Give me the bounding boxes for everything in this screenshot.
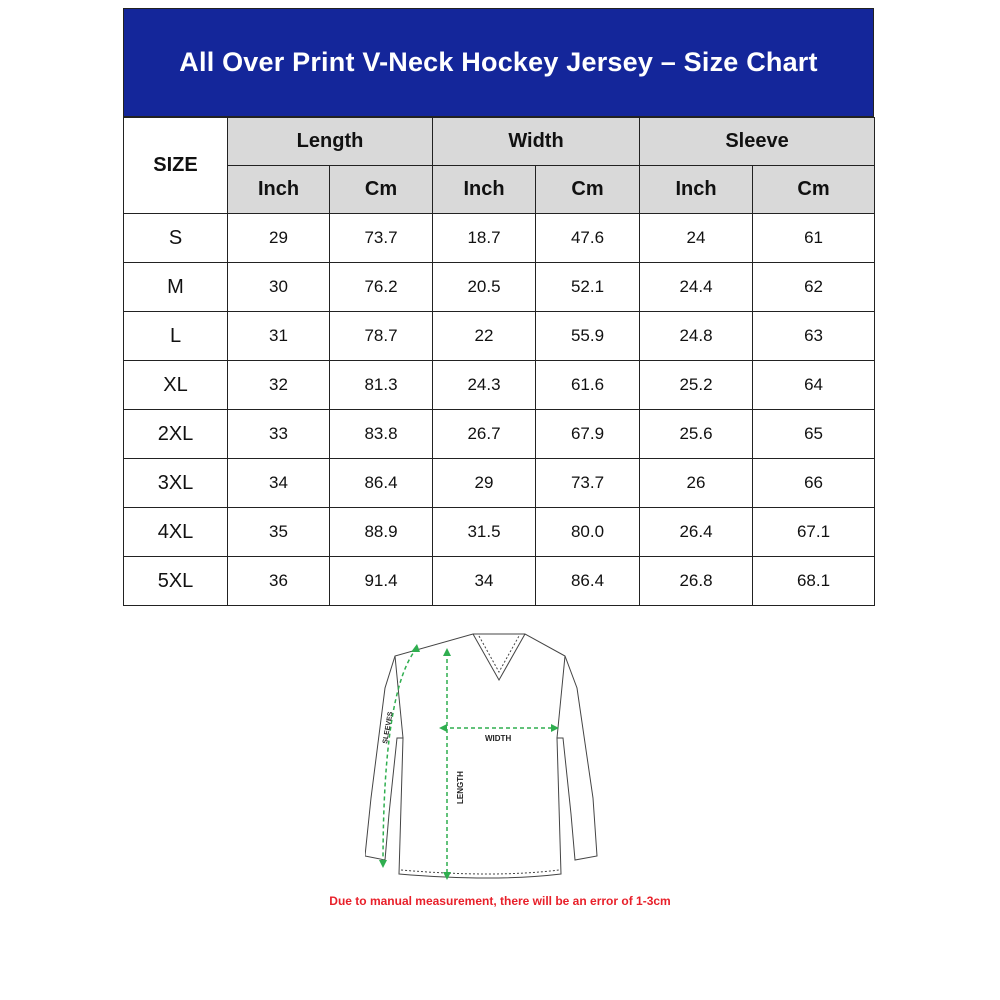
size-cell: M <box>124 263 228 312</box>
jersey-measurement-diagram <box>365 628 615 888</box>
measurement-cell: 26.4 <box>640 508 753 557</box>
measurement-cell: 32 <box>228 361 330 410</box>
size-cell: 3XL <box>124 459 228 508</box>
measurement-cell: 66 <box>753 459 875 508</box>
measurement-cell: 24.3 <box>433 361 536 410</box>
measurement-cell: 29 <box>433 459 536 508</box>
jersey-outline-icon <box>365 628 615 888</box>
measurement-cell: 18.7 <box>433 214 536 263</box>
size-chart <box>123 8 874 606</box>
table-row <box>124 557 875 606</box>
measurement-cell: 67.1 <box>753 508 875 557</box>
measurement-cell: 73.7 <box>536 459 640 508</box>
measurement-cell: 73.7 <box>330 214 433 263</box>
measurement-cell: 33 <box>228 410 330 459</box>
measurement-cell: 86.4 <box>330 459 433 508</box>
size-cell: 4XL <box>124 508 228 557</box>
group-header-width: Width <box>433 118 640 166</box>
measurement-cell: 47.6 <box>536 214 640 263</box>
measurement-cell: 20.5 <box>433 263 536 312</box>
measurement-cell: 35 <box>228 508 330 557</box>
measurement-cell: 81.3 <box>330 361 433 410</box>
measurement-cell: 22 <box>433 312 536 361</box>
measurement-cell: 63 <box>753 312 875 361</box>
size-cell: 2XL <box>124 410 228 459</box>
table-row <box>124 508 875 557</box>
size-cell: XL <box>124 361 228 410</box>
measurement-cell: 29 <box>228 214 330 263</box>
measurement-cell: 55.9 <box>536 312 640 361</box>
measurement-note: Due to manual measurement, there will be an error of 1-3cm <box>329 894 671 908</box>
unit-header: Cm <box>330 166 433 214</box>
measurement-cell: 24 <box>640 214 753 263</box>
measurement-cell: 26 <box>640 459 753 508</box>
width-label: WIDTH <box>485 734 512 743</box>
group-header-length: Length <box>228 118 433 166</box>
size-header: SIZE <box>124 118 228 214</box>
unit-header: Cm <box>753 166 875 214</box>
table-row <box>124 312 875 361</box>
size-cell: L <box>124 312 228 361</box>
table-row <box>124 214 875 263</box>
measurement-cell: 86.4 <box>536 557 640 606</box>
measurement-cell: 68.1 <box>753 557 875 606</box>
size-cell: 5XL <box>124 557 228 606</box>
measurement-cell: 24.4 <box>640 263 753 312</box>
measurement-cell: 31 <box>228 312 330 361</box>
measurement-cell: 24.8 <box>640 312 753 361</box>
measurement-cell: 31.5 <box>433 508 536 557</box>
unit-header: Inch <box>228 166 330 214</box>
size-cell: S <box>124 214 228 263</box>
unit-header: Inch <box>640 166 753 214</box>
measurement-cell: 65 <box>753 410 875 459</box>
sleeves-label: SLEEVES <box>382 711 395 745</box>
measurement-cell: 76.2 <box>330 263 433 312</box>
group-header-sleeve: Sleeve <box>640 118 875 166</box>
unit-header: Inch <box>433 166 536 214</box>
measurement-cell: 64 <box>753 361 875 410</box>
measurement-cell: 36 <box>228 557 330 606</box>
measurement-cell: 26.8 <box>640 557 753 606</box>
measurement-cell: 26.7 <box>433 410 536 459</box>
length-label: LENGTH <box>456 771 465 804</box>
measurement-cell: 34 <box>433 557 536 606</box>
measurement-cell: 91.4 <box>330 557 433 606</box>
measurement-cell: 25.6 <box>640 410 753 459</box>
table-row <box>124 263 875 312</box>
table-row <box>124 361 875 410</box>
measurement-cell: 61.6 <box>536 361 640 410</box>
measurement-cell: 34 <box>228 459 330 508</box>
table-row <box>124 410 875 459</box>
measurement-cell: 30 <box>228 263 330 312</box>
size-table <box>123 117 875 606</box>
measurement-cell: 83.8 <box>330 410 433 459</box>
measurement-cell: 88.9 <box>330 508 433 557</box>
unit-header: Cm <box>536 166 640 214</box>
measurement-cell: 78.7 <box>330 312 433 361</box>
measurement-cell: 80.0 <box>536 508 640 557</box>
table-row <box>124 459 875 508</box>
measurement-cell: 61 <box>753 214 875 263</box>
measurement-cell: 25.2 <box>640 361 753 410</box>
measurement-cell: 52.1 <box>536 263 640 312</box>
measurement-cell: 62 <box>753 263 875 312</box>
chart-title: All Over Print V-Neck Hockey Jersey – Size Chart <box>123 8 874 117</box>
measurement-cell: 67.9 <box>536 410 640 459</box>
